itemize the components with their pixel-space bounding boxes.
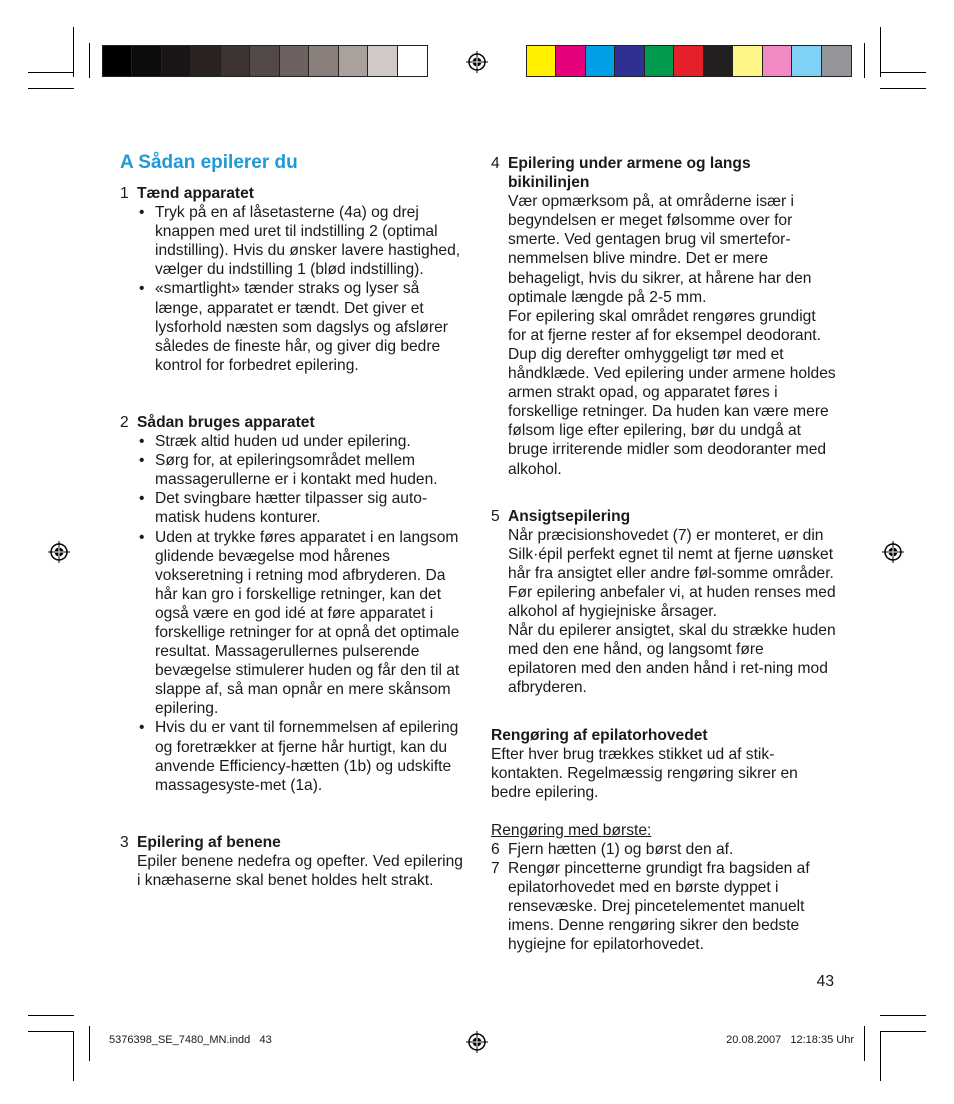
page-number: 43 — [816, 973, 834, 990]
color-swatch — [792, 46, 821, 76]
process-color-bar — [526, 45, 852, 77]
registration-mark-icon — [48, 541, 70, 563]
section-text: Efter hver brug trækkes stikket ud af stik-kontakten. Regelmæssig rengøring sikrer en bedre epilering. — [491, 745, 798, 801]
color-swatch — [309, 46, 338, 76]
section-1 — [120, 184, 470, 375]
color-swatch — [586, 46, 615, 76]
step-7 — [491, 859, 836, 954]
registration-mark-icon — [466, 1031, 488, 1053]
section-heading: Epilering under armene og langs bikinilinjen — [508, 155, 751, 192]
left-column — [120, 184, 470, 890]
section-4 — [491, 154, 836, 479]
section-number: 1 — [120, 185, 129, 202]
color-swatch — [191, 46, 220, 76]
color-swatch — [339, 46, 368, 76]
color-swatch — [645, 46, 674, 76]
color-swatch — [527, 46, 556, 76]
subsection-heading: Rengøring med børste: — [491, 821, 652, 839]
registration-mark-icon — [882, 541, 904, 563]
crop-mark — [73, 27, 74, 77]
step-number: 6 — [491, 841, 500, 858]
crop-mark — [864, 1026, 865, 1061]
section-text: Når præcisionshovedet (7) er monteret, er din Silk·épil perfekt egnet til nemt at fjerne uønsket hår fra ansigtet eller andre føl-somme områder. — [508, 526, 834, 582]
color-swatch — [368, 46, 397, 76]
step-number: 7 — [491, 860, 500, 878]
color-swatch — [221, 46, 250, 76]
section-number: 5 — [491, 507, 500, 525]
list-item: • «smartlight» tænder straks og lyser så længe, apparatet er tændt. Det giver et lysforhold næsten som dagslys og afslører således de fineste hår, og giver dig bedre kontrol for forbedret epilering. — [137, 279, 470, 374]
crop-mark — [73, 1031, 74, 1081]
section-text: Før epilering anbefaler vi, at huden renses med alkohol af hygiejniske årsager. — [508, 583, 836, 621]
crop-mark — [880, 1031, 926, 1032]
step-6 — [491, 840, 836, 859]
section-2 — [120, 413, 470, 795]
section-text: Vær opmærksom på, at områderne især i begyndelsen er meget følsomme over for smerte. Ved gentagen brug vil smertefor-nemmelsen blive mindre. Det er mere behageligt, hvis du sikrer, at hårene har den optimale længde på 2-5 mm. — [508, 193, 812, 306]
section-heading: Tænd apparatet — [137, 185, 254, 202]
section-text: For epilering skal området rengøres grundigt for at fjerne rester af for eksempel deodorant. Dup dig derefter omhyggeligt tør med et håndklæde. Ved epilering under armene holdes armen strakt opad, og apparatet føres i forskellige retninger. Da huden kan være mere følsom lige efter epilering, bør du undgå at bruge irriterende midler som deodoranter med alkohol. — [508, 307, 836, 478]
section-3 — [120, 833, 470, 890]
crop-mark — [880, 1015, 926, 1016]
list-item: • Stræk altid huden ud under epilering. — [137, 432, 470, 451]
color-swatch — [763, 46, 792, 76]
list-item: • Sørg for, at epileringsområdet mellem massagerullerne er i kontakt med huden. — [137, 451, 470, 489]
section-heading: Ansigtsepilering — [508, 507, 631, 525]
color-swatch — [162, 46, 191, 76]
crop-mark — [89, 1026, 90, 1061]
color-swatch — [822, 46, 851, 76]
right-column — [491, 154, 836, 955]
bullet-list — [137, 432, 470, 795]
grayscale-color-bar — [102, 45, 428, 77]
color-swatch — [250, 46, 279, 76]
color-swatch — [103, 46, 132, 76]
step-text: Rengør pincetterne grundigt fra bagsiden af epilatorhovedet med en børste dyppet i rensevæske. Drej pincetelementet manuelt imens. Denne rengøring sikrer den bedste hygiejne for epilatorhovedet. — [508, 860, 810, 954]
crop-mark — [28, 1015, 74, 1016]
list-item: • Tryk på en af låsetasterne (4a) og drej knappen med uret til indstilling 2 (optimal indstilling). Hvis du ønsker lavere hastighed, vælger du indstilling 1 (blød indstilling). — [137, 203, 470, 279]
section-text: Når du epilerer ansigtet, skal du strække huden med den ene hånd, og langsomt føre epilatoren med den anden hånd i ret-ning mod afbryderen. — [508, 622, 836, 697]
color-swatch — [556, 46, 585, 76]
crop-mark — [28, 88, 74, 89]
crop-mark — [880, 27, 881, 77]
page-title: A Sådan epilerer du — [120, 152, 298, 173]
section-5 — [491, 507, 836, 698]
color-swatch — [615, 46, 644, 76]
crop-mark — [864, 43, 865, 78]
crop-mark — [28, 72, 74, 73]
section-number: 4 — [491, 155, 500, 172]
color-swatch — [280, 46, 309, 76]
section-heading: Rengøring af epilatorhovedet — [491, 726, 708, 744]
bullet-list — [137, 203, 470, 375]
section-heading: Epilering af benene — [137, 833, 281, 851]
crop-mark — [28, 1031, 74, 1032]
list-item: • Det svingbare hætter tilpasser sig auto-matisk hudens konturer. — [137, 489, 470, 527]
color-swatch — [733, 46, 762, 76]
crop-mark — [880, 88, 926, 89]
cleaning-section — [491, 726, 836, 955]
section-number: 2 — [120, 413, 129, 431]
color-swatch — [132, 46, 161, 76]
step-text: Fjern hætten (1) og børst den af. — [508, 841, 734, 858]
section-number: 3 — [120, 833, 129, 851]
crop-mark — [880, 1031, 881, 1081]
footer-file-info: 5376398_SE_7480_MN.indd 43 — [109, 1034, 272, 1046]
crop-mark — [89, 43, 90, 78]
registration-mark-icon — [466, 51, 488, 73]
list-item: • Uden at trykke føres apparatet i en langsom glidende bevægelse mod hårenes vokseretning i retning mod afbryderen. Da hår kan gro i forskellige retninger, kan det også være en god idé at føre apparatet i forskellige retninger for at opnå det optimale resultat. Massagerullernes pulserende bevægelse stimulerer huden og får den til at slappe af, så man opnår en mere skånsom epilering. — [137, 528, 470, 719]
color-swatch — [398, 46, 427, 76]
section-text: Epiler benene nedefra og opefter. Ved epilering i knæhaserne skal benet holdes helt strakt. — [137, 852, 463, 889]
footer-timestamp: 20.08.2007 12:18:35 Uhr — [726, 1034, 854, 1046]
list-item: • Hvis du er vant til fornemmelsen af epilering og foretrækker at fjerne hår hurtigt, kan du anvende Efficiency-hætten (1b) og udskifte massagesyste-met (1a). — [137, 718, 470, 794]
crop-mark — [880, 72, 926, 73]
color-swatch — [674, 46, 703, 76]
color-swatch — [704, 46, 733, 76]
section-heading: Sådan bruges apparatet — [137, 413, 315, 431]
